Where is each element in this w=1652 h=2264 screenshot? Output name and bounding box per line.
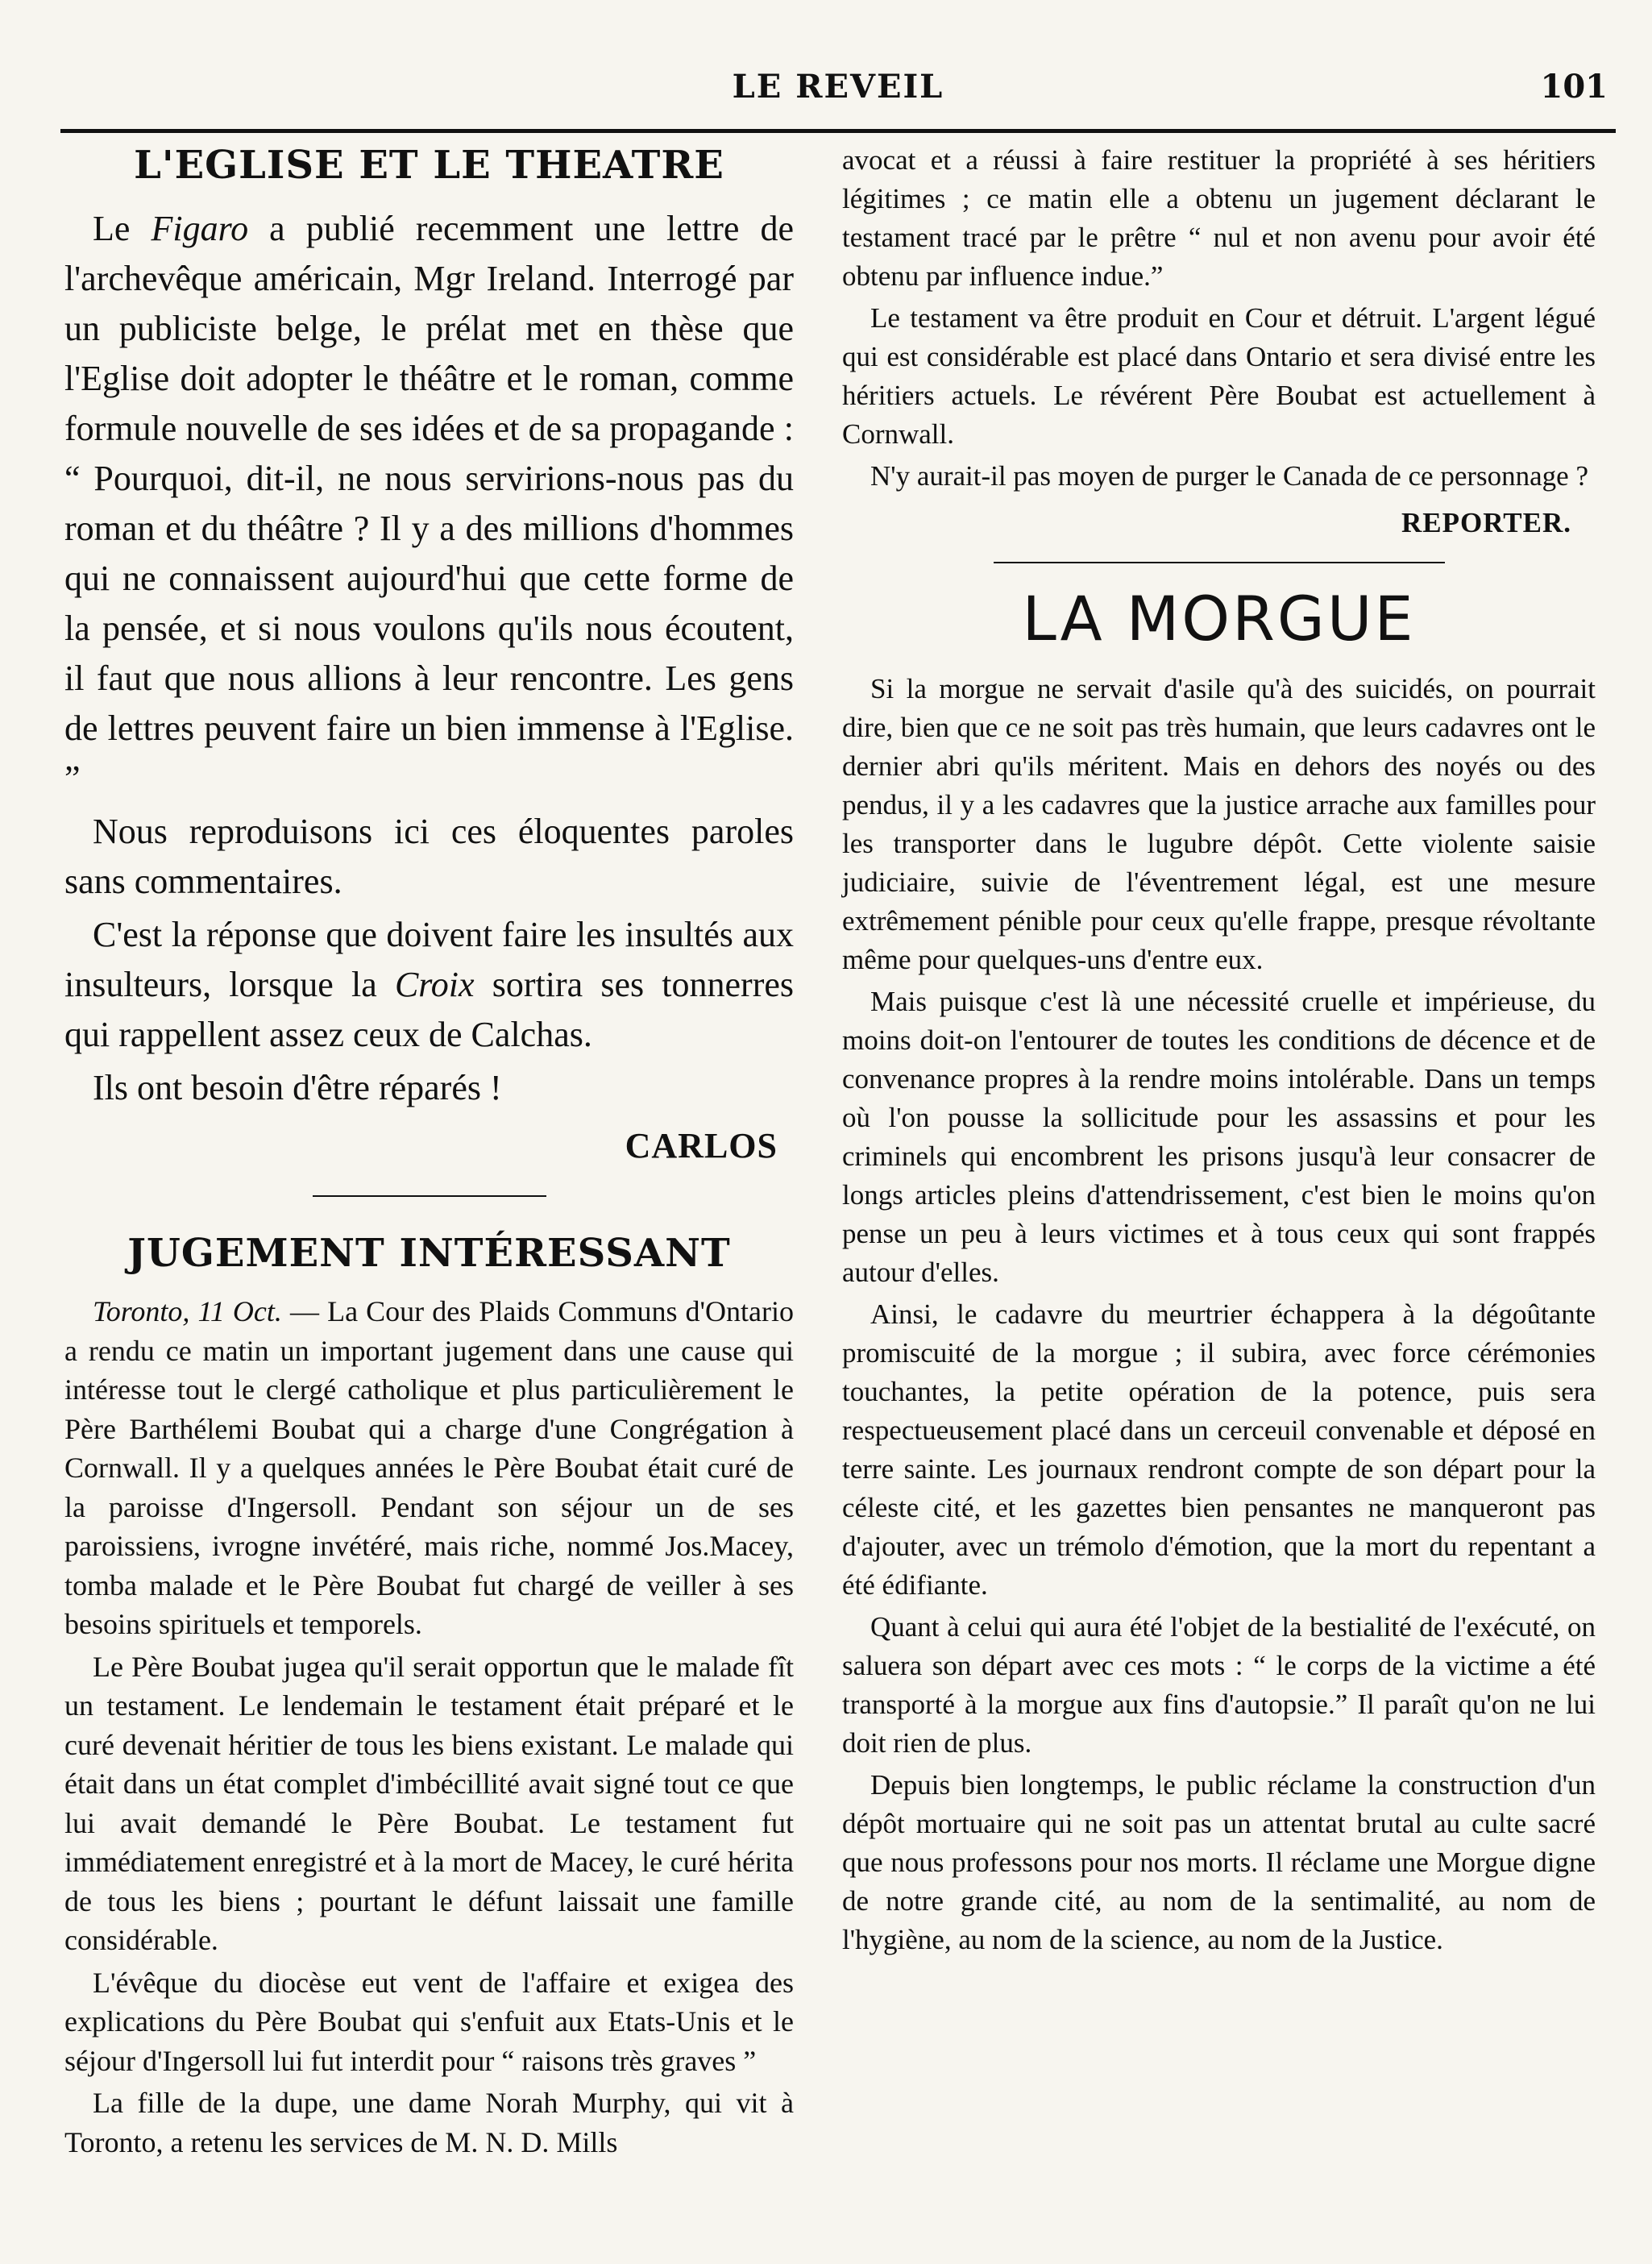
dateline: Toronto, 11 Oct. [93, 1295, 282, 1327]
page-number: 101 [1540, 68, 1608, 106]
newspaper-name: Croix [394, 965, 475, 1004]
article-signature: CARLOS [625, 1126, 778, 1165]
article-paragraph: Le Père Boubat jugea qu'il serait opportun que le malade fît un testament. Le lendemain le testament était préparé et le curé devenait héritier de tous les biens existant. Le malade qui était dans un état complet d'imbécillité avait signé tout ce que lui avait demandé le Père Boubat. Le testament fut immédiatement enregistré et à la mort de Macey, le curé hérita de tous les biens ; pourtant le défunt laissait une famille considérable. [64, 1650, 794, 1956]
text-run: sortira ses tonnerres qui rappellent assez ceux de Calchas. [64, 965, 794, 1054]
newspaper-name: Figaro [151, 209, 249, 248]
article-eglise-theatre [64, 141, 794, 1171]
article-paragraph: Nous reproduisons ici ces éloquentes paroles sans commentaires. [64, 812, 794, 901]
text-run: Le [93, 209, 152, 248]
text-run: a publié recemment une lettre de l'archevêque américain, Mgr Ireland. Interrogé par un publiciste belge, le prélat met en thèse que l'Eglise doit adopter le théâtre et le roman, comme formule nouvelle de ses idées et de sa propagande : “ Pourquoi, dit-il, ne nous servirions-nous pas du roman et du théâtre ? Il y a des millions d'hommes qui ne connaissent aujourd'hui que cette forme de la pensée, et si nous voulons qu'ils nous écoutent, il faut que nous allions à leur rencontre. Les gens de lettres peuvent faire un bien immense à l'Eglise. ” [64, 209, 794, 798]
text-run: — La Cour des Plaids Communs d'Ontario a rendu ce matin un important jugement dans une cause qui intéresse tout le clergé catholique et plus particulièrement le Père Barthélemi Boubat qui a charge d'une Congrégation à Cornwall. Il y a quelques années le Père Boubat était curé de la paroisse d'Ingersoll. Pendant son séjour un de ses paroissiens, ivrogne invétéré, mais riche, nommé Jos.Macey, tomba malade et le Père Boubat fut chargé de veiller à ses besoins spirituels et temporels. [64, 1295, 794, 1640]
right-column [842, 141, 1596, 1963]
article-title: LA MORGUE [1022, 583, 1416, 654]
article-jugement [64, 1229, 794, 2162]
header-rule [60, 129, 1616, 133]
article-title: L'EGLISE ET LE THEATRE [134, 143, 724, 188]
article-paragraph [64, 1292, 794, 1644]
article-la-morgue [842, 583, 1596, 1959]
article-paragraph: Ils ont besoin d'être réparés ! [93, 1068, 502, 1107]
article-separator [313, 1195, 546, 1197]
text-run: C'est la réponse que doivent faire les insultés aux insulteurs, lorsque la [64, 915, 794, 1004]
left-column [64, 141, 794, 2165]
running-title: LE REVEIL [732, 68, 944, 106]
article-paragraph: Quant à celui qui aura été l'objet de la bestialité de l'exécuté, on saluera son départ avec ces mots : “ le corps de la victime a été transporté à la morgue aux fins d'autopsie.” Il paraît qu'on ne lui doit rien de plus. [842, 1611, 1596, 1759]
article-paragraph [64, 910, 794, 1060]
article-title: JUGEMENT INTÉRESSANT [127, 1231, 731, 1276]
article-jugement-continued [842, 141, 1596, 542]
page-header [60, 56, 1616, 121]
article-paragraph: Le testament va être produit en Cour et détruit. L'argent légué qui est considérable est placé dans Ontario et sera divisé entre les héritiers actuels. Le révérent Père Boubat est actuellement à Cornwall. [842, 302, 1596, 450]
article-paragraph: Si la morgue ne servait d'asile qu'à des suicidés, on pourrait dire, bien que ce ne soit pas très humain, que leurs cadavres ont le dernier abri qu'ils méritent. Mais en dehors des noyés ou des pendus, il y a les cadavres que la justice arrache aux familles pour les transporter dans le lugubre dépôt. Cette violente saisie judiciaire, suivie de l'éventrement légal, est une mesure extrêmement pénible pour ceux qu'elle frappe, presque révoltante même pour quelques-uns d'entre eux. [842, 673, 1596, 975]
article-paragraph: avocat et a réussi à faire restituer la propriété à ses héritiers légitimes ; ce matin elle a obtenu un jugement déclarant le testament tracé par le prêtre “ nul et non avenu pour avoir été obtenu par influence indue.” [842, 144, 1596, 292]
article-paragraph: N'y aurait-il pas moyen de purger le Canada de ce personnage ? [870, 460, 1588, 492]
article-paragraph: La fille de la dupe, une dame Norah Murphy, qui vit à Toronto, a retenu les services de M. N. D. Mills [64, 2087, 794, 2158]
article-paragraph: L'évêque du diocèse eut vent de l'affaire et exigea des explications du Père Boubat qui s'enfuit aux Etats-Unis et le séjour d'Ingersoll lui fut interdit pour “ raisons très graves ” [64, 1966, 794, 2077]
article-signature: REPORTER. [1401, 507, 1571, 538]
article-paragraph: Depuis bien longtemps, le public réclame la construction d'un dépôt mortuaire qui ne soit pas un attentat brutal au culte sacré que nous professons pour nos morts. Il réclame une Morgue digne de notre grande cité, au nom de la sentimalité, au nom de l'hygiène, au nom de la science, au nom de la Justice. [842, 1769, 1596, 1955]
article-separator [994, 562, 1445, 563]
article-paragraph: Ainsi, le cadavre du meurtrier échappera à la dégoûtante promiscuité de la morgue ; il subira, avec force cérémonies touchantes, la petite opération de la potence, puis sera respectueusement placé dans un cerceuil convenable et déposé en terre sainte. Les journaux rendront compte de son départ pour la céleste cité, et les gazettes bien pensantes ne manqueront pas d'ajouter, avec un trémolo d'émotion, que la mort du repentant a été édifiante. [842, 1298, 1596, 1601]
article-paragraph: Mais puisque c'est là une nécessité cruelle et impérieuse, du moins doit-on l'entourer de toutes les conditions de décence et de convenance propres à la rendre moins intolérable. Dans un temps où l'on pousse la sollicitude pour les assassins et pour les criminels qui encombrent les prisons jusqu'à leur consacrer de longs articles pleins d'attendrissement, c'est bien le moins qu'on pense un peu à leurs victimes et à tous ceux qui sont frappés autour d'elles. [842, 986, 1596, 1288]
article-paragraph [64, 204, 794, 804]
